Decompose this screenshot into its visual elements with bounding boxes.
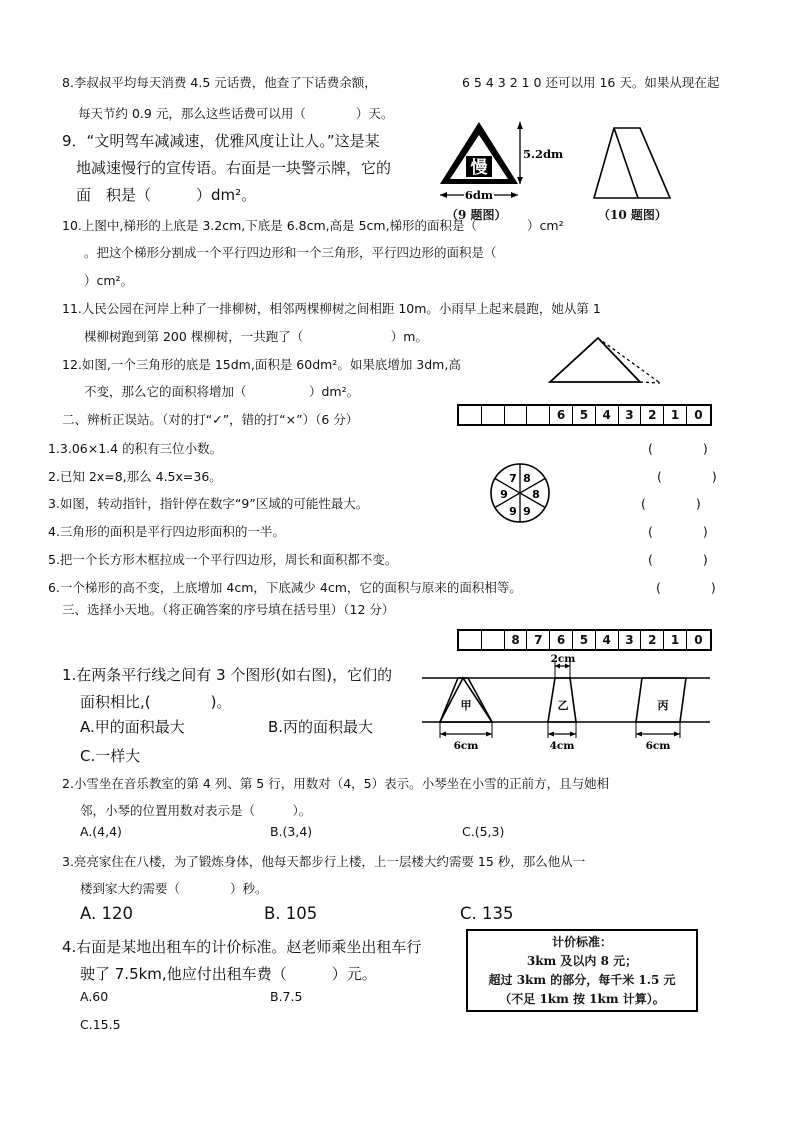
spinner-sector-6: 7 [509, 472, 517, 485]
s2-item-5: 5.把一个长方形木框拉成一个平行四边形，周长和面积都不变。 [48, 552, 398, 567]
score-strip3-cell: 5 [573, 631, 596, 649]
score-strip2-cell: 4 [596, 406, 619, 424]
s2-paren-1: ( ) [648, 441, 708, 456]
score-strip2-cell: 0 [694, 408, 703, 422]
s3-q2-option-c: C.(5,3) [462, 824, 505, 839]
s3-q4-option-c: C.15.5 [80, 1017, 121, 1032]
q11-line2: 棵柳树跑到第 200 棵柳树，一共跑了（ ）m。 [84, 329, 428, 344]
score-strip3-cell: 1 [664, 631, 687, 649]
s3-q2-line2: 邻，小琴的位置用数对表示是（ ）。 [80, 803, 312, 818]
shape-bing: 丙 [657, 699, 669, 712]
q9-line3: 面 积是（ ）dm²。 [76, 186, 257, 204]
s3-q3-option-b: B. 105 [264, 904, 318, 923]
s3-q1-line2: 面积相比,( )。 [80, 693, 232, 711]
spinner-sector-3: 9 [523, 505, 531, 518]
s3-q1-option-b: B.丙的面积最大 [268, 718, 374, 736]
s3-q1-option-a: A.甲的面积最大 [80, 718, 185, 736]
spinner-figure [489, 462, 551, 524]
score-strip-section3 [457, 629, 712, 651]
q10-line1: 10.上图中,梯形的上底是 3.2cm,下底是 6.8cm,高是 5cm,梯形的面积是（ ）cm² [62, 218, 564, 233]
s2-item-1: 1.3.06×1.4 的积有三位小数。 [48, 441, 223, 456]
fare-standard-box [466, 929, 698, 1012]
q8-line1-left: 8.李叔叔平均每天消费 4.5 元话费，他查了下话费余额， [62, 75, 377, 90]
fare-box-line3: （不足 1km 按 1km 计算）。 [499, 992, 665, 1006]
q9-line1: 9．“文明驾车减减速，优雅风度让让人。”这是某 [62, 132, 380, 150]
spinner-sector-2: 8 [532, 488, 540, 501]
s3-q3-line1: 3.亮亮家住在八楼，为了锻炼身体，他每天都步行上楼，上一层楼大约需要 15 秒，那么他从一 [62, 854, 586, 869]
fare-box-line2: 超过 3km 的部分，每千米 1.5 元 [488, 973, 676, 987]
q12-line1: 12.如图,一个三角形的底是 15dm,面积是 60dm²。如果底增加 3dm,高 [62, 357, 461, 372]
q8-line1-right: 6 5 4 3 2 1 0 还可以用 16 天。如果从现在起 [462, 75, 720, 90]
s3-q3-option-a: A. 120 [80, 904, 133, 923]
score-strip3-cell: 0 [694, 633, 703, 647]
score-strip2-cell [482, 406, 505, 424]
dim-3: 6cm [645, 740, 671, 752]
s3-q4-line2: 驶了 7.5km,他应付出租车费（ ）元。 [80, 965, 377, 983]
s3-q2-line1: 2.小雪坐在音乐教室的第 4 列、第 5 行，用数对（4，5）表示。小琴坐在小雪的正前方，且与她相 [62, 776, 610, 791]
score-strip3-cell: 8 [505, 631, 528, 649]
s2-paren-3: ( ) [641, 496, 701, 511]
score-strip3-cell: 7 [527, 631, 550, 649]
s2-paren-5: ( ) [648, 552, 708, 567]
s3-q4-option-b: B.7.5 [270, 989, 303, 1004]
base-label: 6dm [464, 188, 494, 202]
fig9-caption: （9 题图） [446, 208, 507, 222]
spinner-sector-4: 9 [509, 505, 517, 518]
score-strip2-cell [527, 406, 550, 424]
shape-yi: 乙 [557, 699, 569, 712]
score-strip2-cell [505, 406, 528, 424]
spinner-sector-1: 8 [523, 472, 531, 485]
q11-line1: 11.人民公园在河岸上种了一排柳树，相邻两棵柳树之间相距 10m。小雨早上起来晨跑，她从第 1 [62, 301, 601, 316]
s3-q2-option-b: B.(3,4) [270, 824, 313, 839]
s3-q3-line2: 楼到家大约需要（ ）秒。 [80, 881, 268, 896]
score-strip2-cell: 3 [619, 406, 642, 424]
s3-q2-option-a: A.(4,4) [80, 824, 122, 839]
score-strip-section2 [457, 404, 712, 426]
q10-line2: 。把这个梯形分割成一个平行四边形和一个三角形，平行四边形的面积是（ [84, 245, 497, 260]
s2-paren-2: ( ) [657, 469, 717, 484]
s2-item-6: 6.一个梯形的高不变，上底增加 4cm，下底减少 4cm，它的面积与原来的面积相等。 [48, 580, 522, 595]
s2-item-2: 2.已知 2x=8,那么 4.5x=36。 [48, 469, 222, 484]
score-strip3-cell: 2 [641, 631, 664, 649]
score-strip2-cell [459, 406, 482, 424]
score-strip2-cell: 2 [641, 406, 664, 424]
s3-q1-option-c: C.一样大 [80, 747, 141, 765]
q8-line2: 每天节约 0.9 元，那么这些话费可以用（ ）天。 [78, 106, 394, 121]
dim-top: 2cm [550, 653, 576, 665]
fare-box-line1: 3km 及以内 8 元； [526, 954, 638, 968]
section2-heading: 二、辨析正误站。（对的打“✓”，错的打“×”）（6 分） [62, 412, 359, 427]
s2-paren-4: ( ) [648, 524, 708, 539]
parallel-shapes-figure [420, 652, 712, 754]
score-strip3-cell [459, 631, 482, 649]
triangle-figure [548, 334, 668, 388]
fig10-caption: （10 题图） [598, 208, 667, 222]
q10-line3: ）cm²。 [84, 273, 134, 288]
s2-paren-6: ( ) [656, 580, 716, 595]
height-label: 5.2dm [523, 147, 564, 161]
dim-1: 6cm [453, 740, 479, 752]
fare-box-title: 计价标准： [551, 935, 612, 949]
sign-char: 慢 [470, 158, 488, 178]
dim-2: 4cm [549, 740, 575, 752]
score-strip3-cell: 6 [550, 631, 573, 649]
trapezoid-figure [590, 124, 680, 204]
warning-sign-figure [436, 118, 566, 210]
s3-q3-option-c: C. 135 [460, 904, 514, 923]
s3-q1-line1: 1.在两条平行线之间有 3 个图形(如右图)，它们的 [62, 666, 393, 684]
section3-heading: 三、选择小天地。（将正确答案的序号填在括号里）（12 分） [62, 602, 395, 617]
score-strip3-cell [482, 631, 505, 649]
s2-item-4: 4.三角形的面积是平行四边形面积的一半。 [48, 524, 285, 539]
s2-item-3: 3.如图，转动指针，指针停在数字“9”区域的可能性最大。 [48, 496, 369, 511]
s3-q4-line1: 4.右面是某地出租车的计价标准。赵老师乘坐出租车行 [62, 938, 422, 956]
score-strip2-cell: 6 [550, 406, 573, 424]
q9-line2: 地减速慢行的宣传语。右面是一块警示牌，它的 [76, 159, 392, 177]
shape-jia: 甲 [460, 699, 472, 712]
score-strip2-cell: 5 [573, 406, 596, 424]
spinner-sector-5: 9 [500, 488, 508, 501]
score-strip3-cell: 3 [619, 631, 642, 649]
q12-line2: 不变，那么它的面积将增加（ ）dm²。 [84, 384, 360, 399]
score-strip2-cell: 1 [664, 406, 687, 424]
s3-q4-option-a: A.60 [80, 989, 109, 1004]
score-strip3-cell: 4 [596, 631, 619, 649]
